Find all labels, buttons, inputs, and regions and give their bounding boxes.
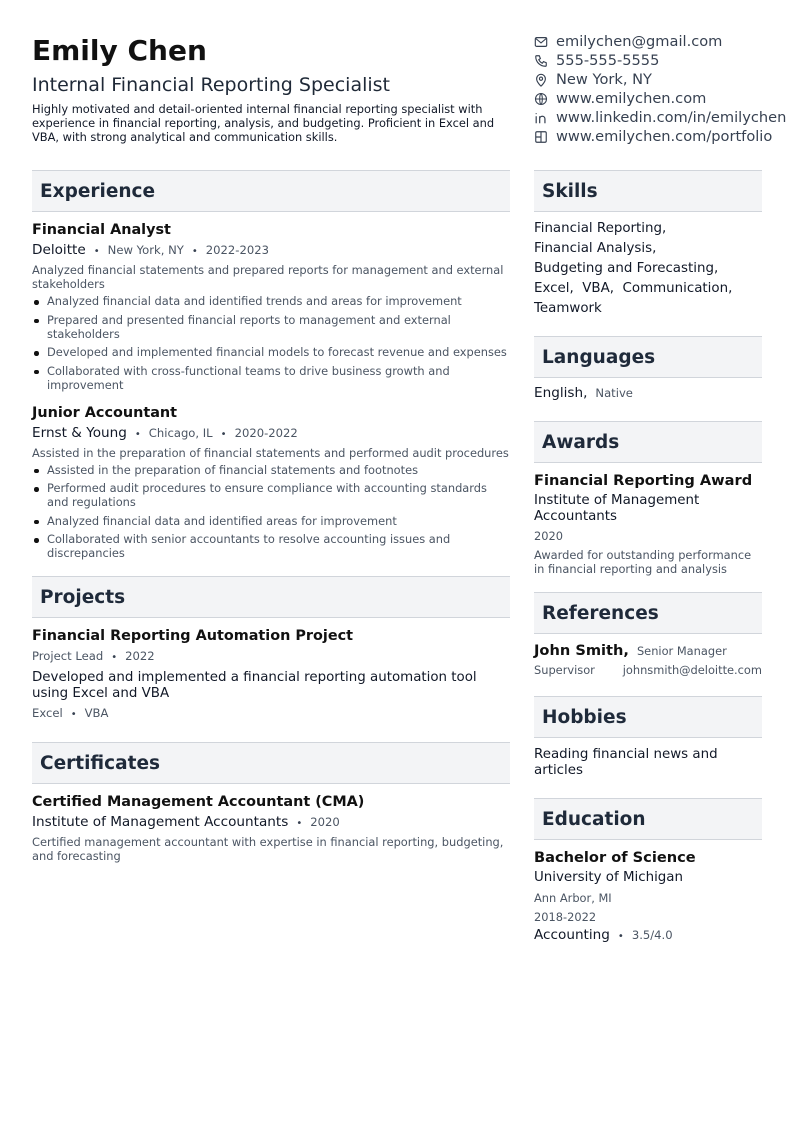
hobbies-text: Reading financial news and articles <box>534 747 718 778</box>
section-title: Hobbies <box>542 706 627 728</box>
section-title: Experience <box>40 180 156 202</box>
bullet-item: Collaborated with cross-functional teams to drive business growth and improvement <box>32 364 510 392</box>
award-item <box>534 472 762 576</box>
job-location: New York, NY <box>107 243 184 257</box>
headline: Internal Financial Reporting Specialist <box>32 74 390 96</box>
education-item <box>534 849 762 945</box>
certificate-meta <box>32 814 510 832</box>
award-issuer: Institute of Management Accountants <box>534 493 700 524</box>
contact-portfolio <box>534 127 773 146</box>
reference-email[interactable]: johnsmith@deloitte.com <box>622 663 762 677</box>
job-bullets <box>32 463 510 561</box>
portfolio-icon <box>534 130 548 144</box>
education-dates: 2018-2022 <box>534 910 597 924</box>
certificate-item <box>32 793 510 863</box>
projects-section-header <box>32 576 510 618</box>
phone-text: 555-555-5555 <box>556 52 660 69</box>
certificate-description: Certified management accountant with expertise in financial reporting, budgeting, and forecasting <box>32 835 504 863</box>
job-title: Financial Analyst <box>32 222 171 238</box>
project-title: Financial Reporting Automation Project <box>32 628 354 644</box>
separator-dot: • <box>111 652 118 663</box>
summary: Highly motivated and detail-oriented internal financial reporting specialist with experience in financial reporting, analysis, and budgeting. Proficient in Excel and VBA, with strong analytical and communication skills. <box>32 102 495 144</box>
field-of-study: Accounting <box>534 927 610 943</box>
section-title: Education <box>542 808 646 830</box>
skills-section-header <box>534 170 762 212</box>
company: Ernst & Young <box>32 424 127 441</box>
project-tools <box>32 705 510 723</box>
references-section-header <box>534 592 762 634</box>
website-link[interactable]: www.emilychen.com <box>556 90 707 107</box>
skill-item: Financial Analysis, <box>534 241 657 256</box>
email-text[interactable]: emilychen@gmail.com <box>556 33 723 50</box>
candidate-name: Emily Chen <box>32 34 207 67</box>
separator-dot: • <box>617 931 624 942</box>
mail-icon <box>534 35 548 49</box>
degree: Bachelor of Science <box>534 849 696 866</box>
separator-dot: • <box>70 709 77 720</box>
education-location: Ann Arbor, MI <box>534 891 612 905</box>
job-dates: 2020-2022 <box>234 425 298 440</box>
certificate-issuer: Institute of Management Accountants <box>32 814 289 830</box>
globe-icon <box>534 92 548 106</box>
experience-item <box>32 221 510 392</box>
school: University of Michigan <box>534 870 684 885</box>
languages-section-header <box>534 336 762 378</box>
separator-dot: • <box>134 428 141 440</box>
project-item <box>32 627 510 723</box>
certificates-section-header <box>32 742 510 784</box>
education-field-row <box>534 927 762 945</box>
award-title: Financial Reporting Award <box>534 472 753 489</box>
contact-email <box>534 32 762 51</box>
linkedin-icon <box>534 111 548 125</box>
section-title: Skills <box>542 180 598 202</box>
separator-dot: • <box>220 428 227 440</box>
bullet-item: Analyzed financial data and identified areas for improvement <box>32 514 510 528</box>
award-description: Awarded for outstanding performance in financial reporting and analysis <box>534 548 752 576</box>
language-level: Native <box>595 386 633 400</box>
skills-list <box>534 219 762 319</box>
company: Deloitte <box>32 242 86 258</box>
project-meta <box>32 648 510 666</box>
section-title: Awards <box>542 431 620 453</box>
skill-row <box>534 279 762 299</box>
bullet-item: Analyzed financial data and identified trends and areas for improvement <box>32 294 510 308</box>
skill-item: VBA, <box>582 281 615 296</box>
reference-relation: Supervisor <box>534 663 595 677</box>
separator-dot: • <box>93 246 100 257</box>
contact-linkedin <box>534 108 787 127</box>
job-description: Analyzed financial statements and prepared reports for management and external stakeholders <box>32 263 504 291</box>
project-description: Developed and implemented a financial reporting automation tool using Excel and VBA <box>32 670 477 701</box>
section-title: References <box>542 602 659 624</box>
tool-tag: Excel <box>32 706 63 720</box>
education-section-header <box>534 798 762 840</box>
section-title: Languages <box>542 346 656 368</box>
project-role: Project Lead <box>32 649 104 663</box>
contact-location <box>534 70 762 89</box>
main-column <box>32 32 510 863</box>
job-description: Assisted in the preparation of financial statements and performed audit procedures <box>32 445 509 460</box>
reference-position: Senior Manager <box>636 644 727 658</box>
job-dates: 2022-2023 <box>205 243 269 257</box>
bullet-item: Performed audit procedures to ensure compliance with accounting standards and regulations <box>32 481 510 509</box>
contact-website <box>534 89 762 108</box>
reference-item <box>534 642 762 677</box>
awards-section-header <box>534 421 762 463</box>
project-year: 2022 <box>125 649 155 663</box>
map-pin-icon <box>534 73 548 87</box>
section-title: Certificates <box>40 752 160 774</box>
skill-item: Financial Reporting, <box>534 221 667 236</box>
skill-item: Budgeting and Forecasting, <box>534 261 719 276</box>
language-item <box>534 385 762 402</box>
certificate-title: Certified Management Accountant (CMA) <box>32 794 365 810</box>
reference-header <box>534 642 762 660</box>
skill-item: Teamwork <box>534 301 602 316</box>
bullet-item: Developed and implemented financial models to forecast revenue and expenses <box>32 345 510 359</box>
skill-item: Excel, <box>534 281 574 296</box>
job-location: Chicago, IL <box>148 425 213 440</box>
separator-dot: • <box>296 818 303 829</box>
separator-dot: • <box>191 246 198 257</box>
award-year: 2020 <box>534 529 563 543</box>
bullet-item: Prepared and presented financial reports to management and external stakeholders <box>32 313 510 341</box>
tool-tag: VBA <box>84 706 109 720</box>
location-text: New York, NY <box>556 71 652 88</box>
skill-item: Communication, <box>622 281 733 296</box>
job-meta <box>32 242 510 260</box>
portfolio-link[interactable]: www.emilychen.com/portfolio <box>556 128 773 145</box>
hobbies-section-header <box>534 696 762 738</box>
contact-phone <box>534 51 762 70</box>
bullet-item: Assisted in the preparation of financial statements and footnotes <box>32 463 510 477</box>
job-meta <box>32 425 510 443</box>
reference-details <box>534 663 762 677</box>
language-name: English, <box>534 385 588 401</box>
sidebar-column <box>534 32 787 945</box>
contact-list <box>534 32 787 146</box>
certificate-year: 2020 <box>310 815 340 829</box>
phone-icon <box>534 54 548 68</box>
bullet-item: Collaborated with senior accountants to resolve accounting issues and discrepancies <box>32 532 510 560</box>
job-title: Junior Accountant <box>32 404 178 421</box>
gpa: 3.5/4.0 <box>631 928 673 942</box>
experience-section-header <box>32 170 510 212</box>
job-bullets <box>32 294 510 392</box>
reference-name: John Smith, <box>534 642 629 659</box>
experience-item <box>32 404 510 561</box>
section-title: Projects <box>40 586 126 608</box>
linkedin-link[interactable]: www.linkedin.com/in/emilychen <box>556 109 787 126</box>
